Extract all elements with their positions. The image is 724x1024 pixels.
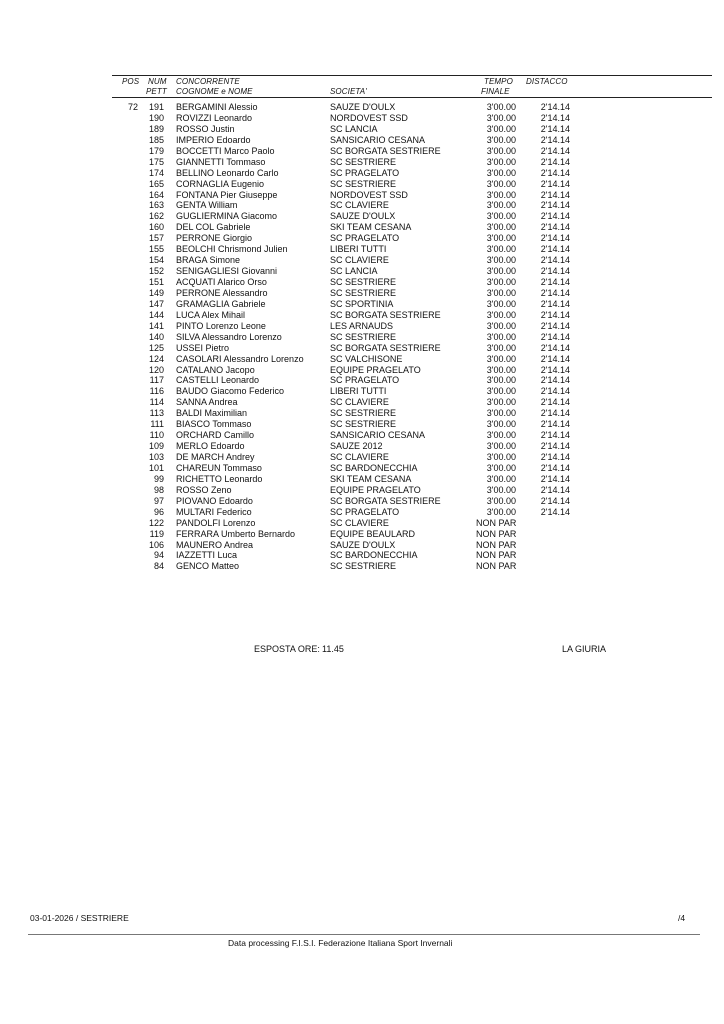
row-bib: 160 [148,222,164,233]
row-club: SAUZE D'OULX [330,211,396,222]
row-gap: 2'14.14 [540,397,570,408]
row-club: SC PRAGELATO [330,506,400,517]
row-bib: 110 [149,430,164,441]
header-societa: SOCIETA' [330,87,367,96]
row-gap: 2'14.14 [540,495,570,506]
table-row [0,485,724,496]
row-time: 3'00.00 [486,386,516,397]
header-num: NUM [148,77,167,86]
row-time: NON PAR [476,517,517,528]
row-time: 3'00.00 [486,375,516,386]
table-row [0,179,724,190]
row-bib: 111 [150,419,164,430]
row-club: SC VALCHISONE [330,353,403,364]
table-row [0,266,724,277]
table-row [0,452,724,463]
table-row [0,419,724,430]
row-club: SC SESTRIERE [330,419,397,430]
row-name: SENIGAGLIESI Giovanni [176,266,278,277]
row-name: PANDOLFI Lorenzo [176,517,256,528]
row-name: IAZZETTI Luca [176,550,238,561]
row-name: CATALANO Jacopo [176,364,255,375]
table-row [0,233,724,244]
row-time: 3'00.00 [486,484,516,495]
row-bib: 191 [148,102,164,112]
row-bib: 124 [148,353,164,364]
table-row [0,441,724,452]
row-time: NON PAR [476,528,517,539]
row-time: 3'00.00 [486,506,516,517]
row-club: SC SPORTINIA [330,298,394,309]
row-pos: 72 [127,102,138,112]
row-club: SC CLAVIERE [330,255,389,266]
row-name: FERRARA Umberto Bernardo [176,528,296,539]
row-name: SILVA Alessandro Lorenzo [176,331,282,342]
row-club: SC BORGATA SESTRIERE [330,342,441,353]
header-rule [112,97,712,98]
row-club: SC BORGATA SESTRIERE [330,309,441,320]
row-club: NORDOVEST SSD [330,189,408,200]
row-bib: 113 [149,408,164,419]
row-time: 3'00.00 [486,134,516,145]
table-row [0,561,724,572]
row-name: GENTA William [176,200,238,211]
row-gap: 2'14.14 [540,200,570,211]
row-club: SC SESTRIERE [330,178,397,189]
row-bib: 140 [148,331,164,342]
table-row [0,168,724,179]
row-club: SC LANCIA [330,266,378,277]
row-name: SANNA Andrea [176,397,238,408]
row-gap: 2'14.14 [540,112,570,123]
row-club: SC PRAGELATO [330,375,400,386]
row-gap: 2'14.14 [540,320,570,331]
table-row [0,277,724,288]
table-row [0,321,724,332]
row-club: SC CLAVIERE [330,517,389,528]
row-time: 3'00.00 [486,287,516,298]
table-row [0,518,724,529]
row-bib: 101 [148,462,164,473]
header-pett: PETT [146,87,167,96]
row-bib: 117 [149,375,164,386]
row-gap: 2'14.14 [540,211,570,222]
row-gap: 2'14.14 [540,419,570,430]
table-row [0,529,724,540]
row-bib: 97 [153,495,164,506]
row-time: 3'00.00 [486,320,516,331]
row-gap: 2'14.14 [540,266,570,277]
table-row [0,550,724,561]
row-name: BALDI Maximilian [176,408,248,419]
row-club: LIBERI TUTTI [330,244,387,255]
row-name: BAUDO Giacomo Federico [176,386,285,397]
row-gap: 2'14.14 [540,506,570,517]
row-gap: 2'14.14 [540,386,570,397]
row-gap: 2'14.14 [540,309,570,320]
row-club: SC SESTRIERE [330,287,397,298]
data-processing-line: Data processing F.I.S.I. Federazione Italiana Sport Invernali [228,938,453,948]
row-time: 3'00.00 [486,178,516,189]
row-time: 3'00.00 [486,408,516,419]
row-club: SC SESTRIERE [330,331,397,342]
row-bib: 125 [148,342,164,353]
row-club: SAUZE 2012 [330,441,383,452]
row-bib: 175 [148,156,164,167]
table-row [0,463,724,474]
row-time: 3'00.00 [486,462,516,473]
row-time: 3'00.00 [486,123,516,134]
row-club: SC BARDONECCHIA [330,550,418,561]
row-club: SC BORGATA SESTRIERE [330,145,441,156]
row-time: 3'00.00 [486,419,516,430]
row-name: GUGLIERMINA Giacomo [176,211,278,222]
row-name: ORCHARD Camillo [176,430,255,441]
table-row [0,310,724,321]
page-number: /4 [678,913,686,923]
row-name: BEOLCHI Chrismond Julien [176,244,288,255]
row-gap: 2'14.14 [540,298,570,309]
row-club: EQUIPE PRAGELATO [330,364,421,375]
row-gap: 2'14.14 [540,364,570,375]
row-name: GIANNETTI Tommaso [176,156,266,167]
row-time: 3'00.00 [486,298,516,309]
row-gap: 2'14.14 [540,123,570,134]
row-time: 3'00.00 [486,430,516,441]
row-gap: 2'14.14 [540,255,570,266]
row-time: 3'00.00 [486,145,516,156]
results-table [0,102,724,572]
row-name: PERRONE Giorgio [176,233,253,244]
row-club: SC PRAGELATO [330,233,400,244]
row-time: 3'00.00 [486,102,516,112]
row-name: RICHETTO Leonardo [176,473,263,484]
row-name: PERRONE Alessandro [176,287,268,298]
row-gap: 2'14.14 [540,441,570,452]
table-row [0,190,724,201]
row-name: ROSSO Justin [176,123,235,134]
row-bib: 103 [148,452,164,462]
table-row [0,343,724,354]
row-name: MERLO Edoardo [176,441,245,452]
esposta-time: 11.45 [322,644,344,654]
row-club: SC SESTRIERE [330,561,397,572]
row-club: SAUZE D'OULX [330,539,396,550]
row-bib: 94 [153,550,164,561]
row-club: SC CLAVIERE [330,200,389,211]
row-bib: 119 [149,528,164,539]
row-club: EQUIPE PRAGELATO [330,484,421,495]
row-gap: 2'14.14 [540,233,570,244]
row-gap: 2'14.14 [540,287,570,298]
row-name: DEL COL Gabriele [176,222,251,233]
row-name: ACQUATI Alarico Orso [176,277,267,287]
row-bib: 179 [148,145,164,156]
row-gap: 2'14.14 [540,277,570,287]
row-name: USSEI Pietro [176,342,230,353]
row-time: 3'00.00 [486,244,516,255]
table-row [0,135,724,146]
row-name: FONTANA Pier Giuseppe [176,189,278,200]
footer-rule [28,934,700,935]
table-row [0,507,724,518]
row-name: PINTO Lorenzo Leone [176,320,266,331]
row-name: MULTARI Federico [176,506,252,517]
row-time: 3'00.00 [486,473,516,484]
row-name: ROSSO Zeno [176,484,232,495]
row-club: SC SESTRIERE [330,408,397,419]
row-club: LES ARNAUDS [330,320,394,331]
giuria-label: LA GIURIA [562,644,607,654]
row-bib: 96 [153,506,164,517]
row-time: 3'00.00 [486,255,516,266]
table-row [0,375,724,386]
table-row [0,365,724,376]
row-time: 3'00.00 [486,441,516,452]
row-bib: 120 [148,364,164,375]
row-time: NON PAR [476,561,517,572]
row-time: 3'00.00 [486,309,516,320]
row-bib: 106 [148,539,164,550]
row-time: 3'00.00 [486,277,516,287]
row-club: NORDOVEST SSD [330,112,408,123]
row-name: CHAREUN Tommaso [176,462,262,473]
row-gap: 2'14.14 [540,452,570,462]
row-club: SC LANCIA [330,123,378,134]
header-concorrente: CONCORRENTE [176,77,240,86]
row-bib: 114 [149,397,164,408]
row-club: LIBERI TUTTI [330,386,387,397]
row-club: SANSICARIO CESANA [330,134,426,145]
row-time: 3'00.00 [486,397,516,408]
row-bib: 174 [148,167,164,178]
row-gap: 2'14.14 [540,167,570,178]
row-club: SANSICARIO CESANA [330,430,426,441]
row-gap: 2'14.14 [540,408,570,419]
row-time: 3'00.00 [486,331,516,342]
row-club: SC SESTRIERE [330,277,397,287]
date-place: 03-01-2026 / SESTRIERE [30,913,129,923]
top-rule [112,75,712,76]
row-bib: 99 [153,473,164,484]
row-bib: 144 [148,309,164,320]
row-name: BIASCO Tommaso [176,419,252,430]
row-bib: 157 [148,233,164,244]
row-gap: 2'14.14 [540,178,570,189]
row-bib: 162 [148,211,164,222]
row-bib: 185 [148,134,164,145]
table-row [0,386,724,397]
row-bib: 189 [148,123,164,134]
row-time: 3'00.00 [486,112,516,123]
row-time: 3'00.00 [486,189,516,200]
row-name: BRAGA Simone [176,255,241,266]
row-club: SKI TEAM CESANA [330,473,412,484]
row-gap: 2'14.14 [540,430,570,441]
header-distacco: DISTACCO [526,77,568,86]
row-time: 3'00.00 [486,200,516,211]
row-gap: 2'14.14 [540,462,570,473]
table-row [0,255,724,266]
table-row [0,113,724,124]
row-bib: 116 [149,386,164,397]
table-row [0,474,724,485]
row-bib: 164 [148,189,164,200]
esposta-label: ESPOSTA ORE: [254,644,320,654]
row-time: 3'00.00 [486,495,516,506]
row-club: SC CLAVIERE [330,452,389,462]
row-time: 3'00.00 [486,211,516,222]
row-gap: 2'14.14 [540,102,570,112]
row-bib: 84 [153,561,164,572]
row-club: SC CLAVIERE [330,397,389,408]
row-club: SC SESTRIERE [330,156,397,167]
table-row [0,496,724,507]
row-bib: 154 [148,255,164,266]
row-time: 3'00.00 [486,266,516,277]
row-bib: 149 [148,287,164,298]
row-club: SKI TEAM CESANA [330,222,412,233]
row-bib: 98 [153,484,164,495]
row-name: PIOVANO Edoardo [176,495,253,506]
table-row [0,397,724,408]
row-name: CORNAGLIA Eugenio [176,178,265,189]
row-name: CASTELLI Leonardo [176,375,260,386]
row-bib: 163 [148,200,164,211]
row-gap: 2'14.14 [540,473,570,484]
row-bib: 151 [148,277,164,287]
row-bib: 190 [148,112,164,123]
row-gap: 2'14.14 [540,189,570,200]
row-gap: 2'14.14 [540,156,570,167]
row-club: SC BARDONECCHIA [330,462,418,473]
row-gap: 2'14.14 [540,145,570,156]
row-bib: 155 [148,244,164,255]
row-time: 3'00.00 [486,342,516,353]
row-bib: 147 [148,298,164,309]
row-bib: 141 [148,320,164,331]
row-bib: 165 [148,178,164,189]
row-name: BELLINO Leonardo Carlo [176,167,279,178]
table-row [0,540,724,551]
row-name: ROVIZZI Leonardo [176,112,253,123]
row-time: 3'00.00 [486,452,516,462]
row-gap: 2'14.14 [540,342,570,353]
row-time: 3'00.00 [486,233,516,244]
table-row [0,354,724,365]
table-row [0,157,724,168]
table-row [0,124,724,135]
table-row [0,222,724,233]
row-name: GENCO Matteo [176,561,240,572]
table-row [0,102,724,113]
row-club: SC PRAGELATO [330,167,400,178]
row-time: NON PAR [476,539,517,550]
table-row [0,288,724,299]
row-club: SC BORGATA SESTRIERE [330,495,441,506]
row-name: LUCA Alex Mihail [176,309,246,320]
table-row [0,332,724,343]
row-club: EQUIPE BEAULARD [330,528,416,539]
table-row [0,408,724,419]
row-gap: 2'14.14 [540,222,570,233]
header-pos: POS [122,77,140,86]
row-gap: 2'14.14 [540,331,570,342]
row-time: NON PAR [476,550,517,561]
row-time: 3'00.00 [486,364,516,375]
row-time: 3'00.00 [486,353,516,364]
header-finale: FINALE [481,87,510,96]
table-row [0,244,724,255]
row-gap: 2'14.14 [540,134,570,145]
row-bib: 152 [148,266,164,277]
table-row [0,200,724,211]
row-time: 3'00.00 [486,167,516,178]
table-row [0,299,724,310]
row-bib: 109 [148,441,164,452]
row-name: BERGAMINI Alessio [176,102,258,112]
row-name: BOCCETTI Marco Paolo [176,145,275,156]
row-name: CASOLARI Alessandro Lorenzo [176,353,304,364]
row-gap: 2'14.14 [540,375,570,386]
row-bib: 122 [148,517,164,528]
row-name: IMPERIO Edoardo [176,134,251,145]
table-row [0,430,724,441]
table-row [0,211,724,222]
row-name: MAUNERO Andrea [176,539,254,550]
table-row [0,146,724,157]
row-gap: 2'14.14 [540,244,570,255]
row-name: GRAMAGLIA Gabriele [176,298,266,309]
row-time: 3'00.00 [486,222,516,233]
row-gap: 2'14.14 [540,484,570,495]
row-club: SAUZE D'OULX [330,102,396,112]
row-time: 3'00.00 [486,156,516,167]
header-tempo: TEMPO [484,77,513,86]
row-gap: 2'14.14 [540,353,570,364]
row-name: DE MARCH Andrey [176,452,255,462]
header-cognome-nome: COGNOME e NOME [176,87,253,96]
